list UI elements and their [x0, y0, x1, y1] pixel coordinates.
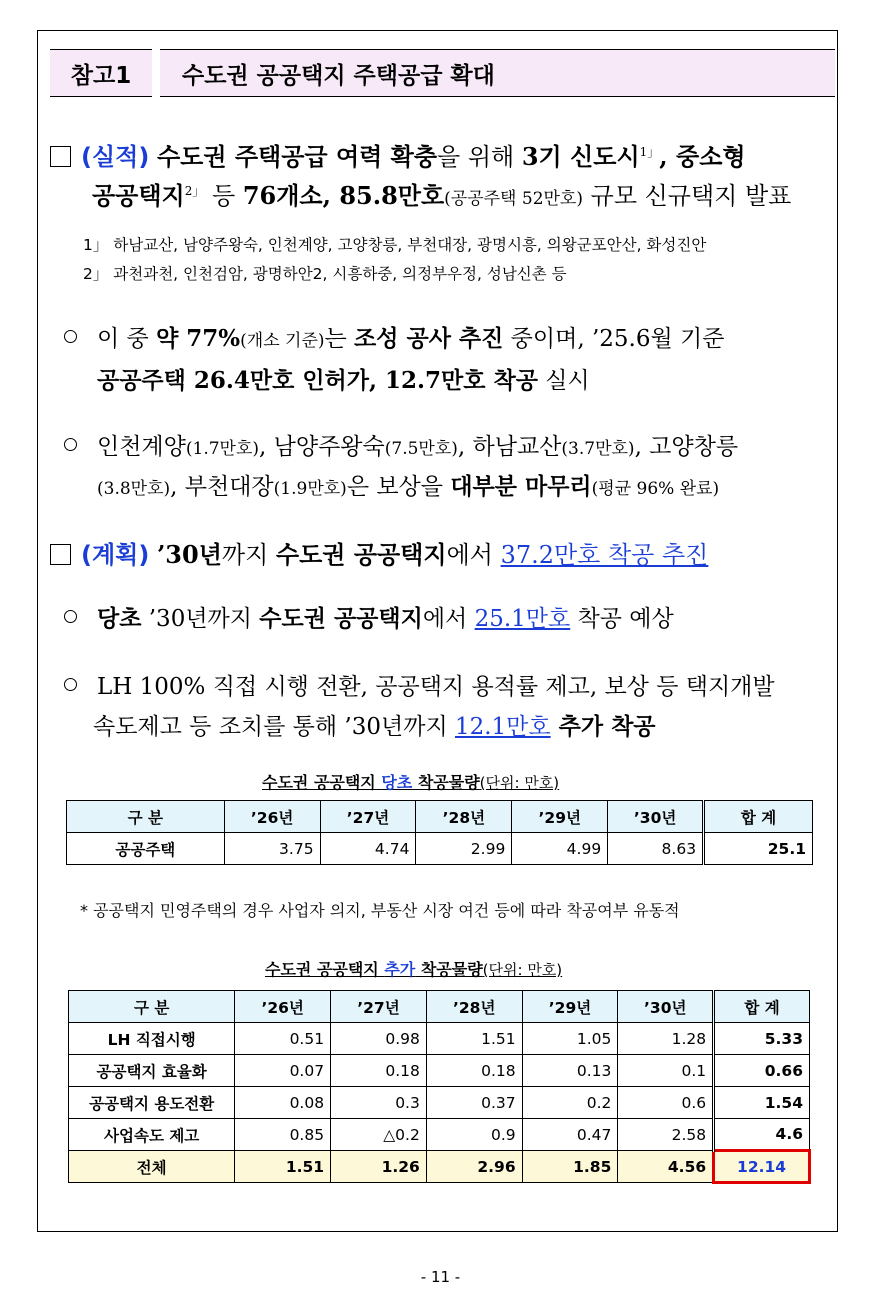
table-cell: 0.18 — [331, 1055, 427, 1087]
checkbox-square-icon — [50, 544, 71, 565]
table-cell: 4.99 — [512, 833, 608, 865]
row-label: 사업속도 제고 — [69, 1119, 235, 1151]
table-cell: 0.47 — [522, 1119, 618, 1151]
sec1-tag: (실적) — [81, 143, 150, 171]
row-label: 전체 — [69, 1151, 235, 1183]
table2-header-cell: ’30년 — [618, 991, 714, 1023]
table-cell: 1.51 — [235, 1151, 331, 1183]
row-total: 25.1 — [704, 833, 813, 865]
table1-header-cell: ’30년 — [608, 801, 704, 833]
sec2-bullet1: 당초 ’30년까지 수도권 공공택지에서 25.1만호 착공 예상 — [64, 600, 674, 633]
table-cell: △0.2 — [331, 1119, 427, 1151]
table2-header-cell: ’28년 — [426, 991, 522, 1023]
table1-header-cell: ’27년 — [320, 801, 416, 833]
table-cell: 0.9 — [426, 1119, 522, 1151]
table-cell: 0.07 — [235, 1055, 331, 1087]
bullet-circle-icon — [64, 330, 77, 343]
footnote-1: 1」 하남교산, 남양주왕숙, 인천계양, 고양창릉, 부천대장, 광명시흥, 의왕군포안산, 화성진안 — [83, 236, 707, 254]
row-label: 공공택지 효율화 — [69, 1055, 235, 1087]
table2 — [68, 990, 811, 1184]
table-cell: 2.96 — [426, 1151, 522, 1183]
page-title-text: 수도권 공공택지 주택공급 확대 — [182, 62, 495, 89]
grand-total-highlight: 12.14 — [714, 1151, 810, 1183]
sec1-line2: 공공택지$^{2」}$ 등 76개소, 85.8만호(공공주택 52만호) 규모 신규택지 발표 — [92, 181, 792, 210]
sec2-line1: (계획) ’30년까지 수도권 공공택지에서 37.2만호 착공 추진 — [50, 535, 708, 570]
table-total-row — [69, 1151, 810, 1183]
sec1-bullet1-line2: 공공주택 26.4만호 인허가, 12.7만호 착공 실시 — [97, 367, 590, 394]
table2-header-cell: ’26년 — [235, 991, 331, 1023]
table1-footnote: * 공공택지 민영주택의 경우 사업자 의지, 부동산 시장 여건 등에 따라 착공여부 유동적 — [80, 901, 680, 920]
table-row — [69, 1055, 810, 1087]
table1 — [66, 800, 813, 865]
table-cell: 0.98 — [331, 1023, 427, 1055]
sec2-bullet2-line1: LH 100% 직접 시행 전환, 공공택지 용적률 제고, 보상 등 택지개발 — [64, 668, 775, 701]
row-label: LH 직접시행 — [69, 1023, 235, 1055]
table2-header-row — [69, 991, 810, 1023]
table1-header-row — [67, 801, 813, 833]
table-cell: 2.99 — [416, 833, 512, 865]
table-cell: 0.6 — [618, 1087, 714, 1119]
table1-header-cell: ’26년 — [224, 801, 320, 833]
row-total: 4.6 — [714, 1119, 810, 1151]
sec1-bullet2-line2: (3.8만호), 부천대장(1.9만호)은 보상을 대부분 마무리(평균 96% 완료) — [97, 473, 720, 500]
table-cell: 2.58 — [618, 1119, 714, 1151]
reference-label — [50, 49, 152, 97]
table-cell: 0.51 — [235, 1023, 331, 1055]
table1-header-cell: ’29년 — [512, 801, 608, 833]
sec1-bullet1-line1: 이 중 약 77%(개소 기준)는 조성 공사 추진 중이며, ’25.6월 기준 — [64, 320, 724, 353]
table1-caption: 수도권 공공택지 당초 착공물량(단위: 만호) — [262, 773, 560, 792]
table-cell: 1.51 — [426, 1023, 522, 1055]
table1-header-cell: ’28년 — [416, 801, 512, 833]
table-cell: 0.08 — [235, 1087, 331, 1119]
table-cell: 0.37 — [426, 1087, 522, 1119]
sec2-bullet2-line2: 속도제고 등 조치를 통해 ’30년까지 12.1만호 추가 착공 — [93, 713, 656, 740]
bullet-circle-icon — [64, 678, 77, 691]
table-cell: 0.18 — [426, 1055, 522, 1087]
table-cell: 3.75 — [224, 833, 320, 865]
table-cell: 0.13 — [522, 1055, 618, 1087]
footnote-2: 2」 과천과천, 인천검암, 광명하안2, 시흥하중, 의정부우정, 성남신촌 등 — [83, 265, 567, 283]
bullet-circle-icon — [64, 610, 77, 623]
page-number: - 11 - — [420, 1268, 461, 1286]
bullet-circle-icon — [64, 438, 77, 451]
table2-header-cell: ’27년 — [331, 991, 427, 1023]
row-total: 5.33 — [714, 1023, 810, 1055]
row-label: 공공택지 용도전환 — [69, 1087, 235, 1119]
sec2-tag: (계획) — [81, 541, 150, 569]
table2-header-cell: 구 분 — [69, 991, 235, 1023]
sec1-bullet2-line1: 인천계양(1.7만호), 남양주왕숙(7.5만호), 하남교산(3.7만호), 고양창릉 — [64, 428, 738, 461]
table-row — [69, 1023, 810, 1055]
table-cell: 0.85 — [235, 1119, 331, 1151]
row-label: 공공주택 — [67, 833, 225, 865]
page-title — [160, 49, 835, 97]
table-cell: 1.05 — [522, 1023, 618, 1055]
table-cell: 0.2 — [522, 1087, 618, 1119]
table-cell: 1.85 — [522, 1151, 618, 1183]
table-cell: 8.63 — [608, 833, 704, 865]
table2-caption: 수도권 공공택지 추가 착공물량(단위: 만호) — [265, 960, 563, 979]
reference-label-text: 참고1 — [70, 62, 132, 89]
checkbox-square-icon — [50, 146, 71, 167]
table-cell: 1.28 — [618, 1023, 714, 1055]
table-cell: 4.74 — [320, 833, 416, 865]
table2-header-cell: 합 계 — [714, 991, 810, 1023]
table-cell: 0.3 — [331, 1087, 427, 1119]
table-row — [69, 1087, 810, 1119]
table1-header-cell: 합 계 — [704, 801, 813, 833]
sec1-line1: (실적) 수도권 주택공급 여력 확충을 위해 3기 신도시$^{1」}$, 중소형 — [50, 137, 746, 172]
table-cell: 0.1 — [618, 1055, 714, 1087]
table-cell: 1.26 — [331, 1151, 427, 1183]
table-cell: 4.56 — [618, 1151, 714, 1183]
table1-header-cell: 구 분 — [67, 801, 225, 833]
row-total: 0.66 — [714, 1055, 810, 1087]
table-row — [69, 1119, 810, 1151]
table-row — [67, 833, 813, 865]
row-total: 1.54 — [714, 1087, 810, 1119]
table2-header-cell: ’29년 — [522, 991, 618, 1023]
